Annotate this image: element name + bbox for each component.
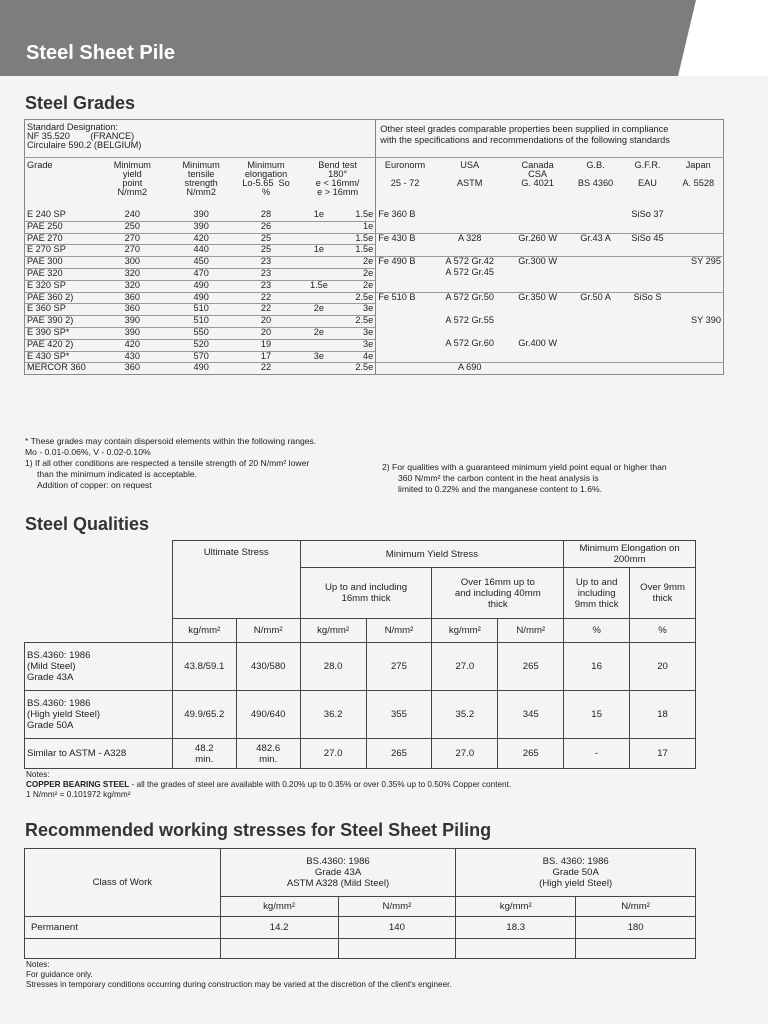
standard-cell: SiSo 37 xyxy=(631,208,664,219)
standard-cell xyxy=(506,268,570,280)
note-line: For guidance only. xyxy=(26,970,93,979)
unit-cell: N/mm² xyxy=(498,619,564,643)
elongation-header: Minimum elongation Lo-5.65 So % xyxy=(232,158,300,210)
other-line: with the specifications and recommendations of the following standards xyxy=(380,135,670,145)
over9-header: Over 9mm thick xyxy=(630,568,696,619)
elong-cell: 22 xyxy=(232,292,300,304)
elong-cell: 22 xyxy=(232,304,300,316)
standard-cell: Fe 510 B xyxy=(376,292,434,304)
empty-cell xyxy=(576,939,696,959)
grade-cell: E 320 SP xyxy=(25,280,95,292)
working-notes xyxy=(26,960,726,990)
standard-cell: SiSo 45 xyxy=(622,233,674,245)
standard-cell xyxy=(506,304,570,316)
unit-cell: N/mm² xyxy=(236,619,300,643)
bend2-cell: 3e xyxy=(338,327,376,339)
standard-cell: SiSo S xyxy=(622,292,674,304)
permanent-label: Permanent xyxy=(25,917,221,939)
elong-cell: 25 xyxy=(232,233,300,245)
standard-cell xyxy=(673,221,723,233)
standard-cell xyxy=(622,327,674,339)
standard-cell: Fe 360 B xyxy=(378,208,416,219)
standard-cell xyxy=(673,363,723,375)
yield-cell: 430 xyxy=(94,351,170,363)
standard-cell xyxy=(570,210,622,222)
standard-cell xyxy=(570,268,622,280)
yield-cell: 240 xyxy=(124,208,140,219)
tensile-cell: 490 xyxy=(170,363,232,375)
grade-row xyxy=(25,292,724,304)
grade-cell: PAE 390 2) xyxy=(25,316,95,328)
bend1-cell: 1.5e xyxy=(300,280,338,292)
bend1-cell xyxy=(300,257,338,269)
standard-cell xyxy=(376,221,434,233)
standard-cell: Gr.300 W xyxy=(506,257,570,269)
quality-value: 20 xyxy=(630,643,696,691)
standard-cell xyxy=(622,268,674,280)
standard-cell: A 572 Gr.55 xyxy=(445,314,494,325)
standard-cell xyxy=(376,339,434,351)
qualities-notes xyxy=(26,770,726,800)
note-line: than the minimum indicated is acceptable. xyxy=(37,469,198,479)
tensile-cell: 570 xyxy=(170,351,232,363)
standard-cell xyxy=(570,304,622,316)
standard-cell xyxy=(622,280,674,292)
standard-cell xyxy=(434,221,506,233)
standard-cell xyxy=(570,245,622,257)
steel-grades-table xyxy=(24,119,724,375)
grades-notes-left xyxy=(25,436,385,491)
quality-value: - xyxy=(564,739,630,769)
yield-cell: 320 xyxy=(94,280,170,292)
std-line: Circulaire 590.2 (BELGIUM) xyxy=(27,140,142,150)
standard-cell xyxy=(570,257,622,269)
elong-cell: 20 xyxy=(232,327,300,339)
standard-cell: SY 390 xyxy=(691,314,721,325)
grade-cell: PAE 360 2) xyxy=(25,292,95,304)
note-line: Notes: xyxy=(26,960,50,969)
quality-value: 35.2 xyxy=(432,691,498,739)
std-line: Standard Designation: xyxy=(27,122,118,132)
grade-row xyxy=(25,210,724,222)
bend-header: Bend test 180° e < 16mm/ e > 16mm xyxy=(300,158,376,210)
standard-cell xyxy=(570,327,622,339)
standard-cell xyxy=(570,339,622,351)
note-line: * These grades may contain dispersoid elements within the following ranges. xyxy=(25,436,317,446)
quality-value: 345 xyxy=(498,691,564,739)
ultimate-header: Ultimate Stress xyxy=(172,541,300,619)
standard-cell xyxy=(376,304,434,316)
steel-grades-heading: Steel Grades xyxy=(25,93,136,113)
working-stresses-table xyxy=(24,848,696,959)
standard-cell xyxy=(673,280,723,292)
unit-cell: N/mm² xyxy=(338,897,456,917)
grade-row xyxy=(25,363,724,375)
standard-cell xyxy=(506,280,570,292)
standard-cell xyxy=(673,304,723,316)
canada-header: Canada CSA G. 4021 xyxy=(506,158,570,210)
bend1-cell xyxy=(300,268,338,280)
standard-cell xyxy=(376,245,434,257)
quality-name: BS.4360: 1986 (Mild Steel) Grade 43A xyxy=(25,643,173,691)
yield-cell: 250 xyxy=(94,221,170,233)
usa-header: USA ASTM xyxy=(434,158,506,210)
note-line: Stresses in temporary conditions occurring during construction may be varied at the discretion of the client's engineer. xyxy=(26,980,452,989)
unit-cell: kg/mm² xyxy=(220,897,338,917)
over16-header: Over 16mm up to and including 40mm thick xyxy=(432,568,564,619)
note-conversion: 1 N/mm² = 0.101972 kg/mm² xyxy=(26,790,131,799)
quality-name: Similar to ASTM - A328 xyxy=(25,739,173,769)
quality-value: 43.8/59.1 xyxy=(172,643,236,691)
value-cell: 14.2 xyxy=(220,917,338,939)
standard-cell: A 328 xyxy=(434,233,506,245)
standard-cell xyxy=(376,327,434,339)
grade-header: Grade xyxy=(25,158,95,210)
value-cell: 180 xyxy=(576,917,696,939)
yield-cell: 390 xyxy=(94,327,170,339)
standard-cell xyxy=(673,339,723,351)
elongation-header: Minimum Elongation on 200mm xyxy=(564,541,696,568)
tensile-cell: 390 xyxy=(170,221,232,233)
standard-cell: Gr.43 A xyxy=(570,233,622,245)
gfr-header: G.F.R. EAU xyxy=(622,158,674,210)
standard-cell xyxy=(622,363,674,375)
elong-cell: 25 xyxy=(232,245,300,257)
tensile-cell: 510 xyxy=(170,316,232,328)
empty-cell xyxy=(456,939,576,959)
standard-cell xyxy=(506,221,570,233)
quality-row xyxy=(25,691,696,739)
standard-cell xyxy=(673,210,723,222)
steel-qualities-heading: Steel Qualities xyxy=(25,514,150,534)
standard-cell xyxy=(570,351,622,363)
yield-header: Minimum yield point N/mm2 xyxy=(94,158,170,210)
bend2-cell: 2e xyxy=(338,268,376,280)
grade-cell: PAE 420 2) xyxy=(25,339,95,351)
grade-cell: E 430 SP* xyxy=(25,351,95,363)
standard-cell xyxy=(673,351,723,363)
standard-cell: Gr.350 W xyxy=(506,292,570,304)
note-line: 360 N/mm² the carbon content in the heat analysis is xyxy=(398,473,599,483)
grade-row xyxy=(25,245,724,257)
empty-cell xyxy=(25,939,221,959)
bend1-cell: 3e xyxy=(300,351,338,363)
standard-cell xyxy=(622,316,674,328)
unit-cell: N/mm² xyxy=(366,619,432,643)
standard-cell xyxy=(434,245,506,257)
grade43-header: BS.4360: 1986 Grade 43A ASTM A328 (Mild Steel) xyxy=(220,849,456,897)
quality-value: 355 xyxy=(366,691,432,739)
grade-cell: PAE 270 xyxy=(25,233,95,245)
standard-cell xyxy=(673,245,723,257)
standard-cell: A 690 xyxy=(434,363,506,375)
note-bold: COPPER BEARING STEEL xyxy=(26,780,130,789)
quality-value: 27.0 xyxy=(432,643,498,691)
elong-cell: 23 xyxy=(232,257,300,269)
standard-cell xyxy=(570,221,622,233)
standard-cell xyxy=(673,327,723,339)
bend1-cell: 1e xyxy=(300,245,338,257)
standard-cell: A 572 Gr.42 xyxy=(434,257,506,269)
standard-cell xyxy=(506,351,570,363)
bend1-cell xyxy=(300,363,338,375)
grade-row xyxy=(25,351,724,363)
yield-cell: 420 xyxy=(94,339,170,351)
quality-name: BS.4360: 1986 (High yield Steel) Grade 50A xyxy=(25,691,173,739)
elong-cell: 20 xyxy=(232,316,300,328)
grade-cell: E 240 SP xyxy=(27,208,66,219)
standard-cell: A 572 Gr.60 xyxy=(445,338,494,349)
value-cell: 18.3 xyxy=(456,917,576,939)
grade50-header: BS. 4360: 1986 Grade 50A (High yield Steel) xyxy=(456,849,696,897)
tensile-header: Minimum tensile strength N/mm2 xyxy=(170,158,232,210)
bend1-cell xyxy=(300,221,338,233)
grade-row xyxy=(25,327,724,339)
bend2-cell: 3e xyxy=(338,339,376,351)
bend2-cell: 2e xyxy=(338,280,376,292)
grade-cell: E 390 SP* xyxy=(25,327,95,339)
bend2-cell: 2e xyxy=(338,257,376,269)
bend2-cell: 3e xyxy=(338,304,376,316)
empty-cell xyxy=(338,939,456,959)
bend1-cell: 1e xyxy=(313,208,325,219)
tensile-cell: 510 xyxy=(170,304,232,316)
standard-cell xyxy=(570,363,622,375)
unit-cell: N/mm² xyxy=(576,897,696,917)
yield-cell: 320 xyxy=(94,268,170,280)
bend2-cell: 4e xyxy=(338,351,376,363)
bend1-cell xyxy=(300,339,338,351)
standard-cell xyxy=(434,280,506,292)
unit-cell: kg/mm² xyxy=(456,897,576,917)
grade-rows xyxy=(25,210,724,375)
tensile-cell: 450 xyxy=(170,257,232,269)
note-line: Mo - 0.01-0.06%, V - 0.02-0.10% xyxy=(25,447,151,457)
standard-cell: Gr.400 W xyxy=(518,338,558,349)
grades-notes-right xyxy=(382,462,742,495)
standard-cell xyxy=(376,280,434,292)
grade-cell: E 360 SP xyxy=(25,304,95,316)
steel-qualities-table xyxy=(24,540,696,769)
grade-row xyxy=(25,221,724,233)
standard-cell xyxy=(622,257,674,269)
standard-cell xyxy=(434,351,506,363)
note-line: Addition of copper: on request xyxy=(37,480,152,490)
quality-value: 265 xyxy=(366,739,432,769)
bend1-cell xyxy=(300,316,338,328)
elong-cell: 22 xyxy=(232,363,300,375)
quality-value: 27.0 xyxy=(432,739,498,769)
working-stresses-heading: Recommended working stresses for Steel Sheet Piling xyxy=(25,820,492,840)
page-title: Steel Sheet Pile xyxy=(26,42,175,64)
quality-value: 28.0 xyxy=(300,643,366,691)
standard-cell: A 572 Gr.50 xyxy=(434,292,506,304)
yield-stress-header: Minimum Yield Stress xyxy=(300,541,564,568)
elong-cell: 19 xyxy=(232,339,300,351)
unit-cell: kg/mm² xyxy=(300,619,366,643)
elong-cell: 23 xyxy=(232,280,300,292)
standard-cell xyxy=(506,245,570,257)
grade-row xyxy=(25,233,724,245)
tensile-cell: 550 xyxy=(170,327,232,339)
quality-value: 265 xyxy=(498,643,564,691)
elong-cell: 28 xyxy=(260,208,272,219)
value-cell: 140 xyxy=(338,917,456,939)
grade-cell: MERCOR 360 xyxy=(25,363,95,375)
euronorm-header: Euronorm 25 - 72 xyxy=(376,158,434,210)
std-line: NF 35.520 (FRANCE) xyxy=(27,131,135,141)
notes-title: Notes: xyxy=(26,770,50,779)
standard-cell: Gr.50 A xyxy=(570,292,622,304)
unit-cell: kg/mm² xyxy=(432,619,498,643)
yield-cell: 390 xyxy=(94,316,170,328)
bend2-cell: 2.5e xyxy=(338,292,376,304)
quality-value: 275 xyxy=(366,643,432,691)
quality-value: 430/580 xyxy=(236,643,300,691)
standard-cell: A 572 Gr.45 xyxy=(445,267,494,278)
japan-header: Japan A. 5528 xyxy=(673,158,723,210)
unit-cell: % xyxy=(564,619,630,643)
yield-cell: 360 xyxy=(94,304,170,316)
quality-value: 17 xyxy=(630,739,696,769)
tensile-cell: 490 xyxy=(170,292,232,304)
standard-cell xyxy=(506,316,570,328)
standard-cell xyxy=(622,221,674,233)
standard-cell xyxy=(570,280,622,292)
qual-rows xyxy=(25,643,696,769)
grade-cell: PAE 320 xyxy=(25,268,95,280)
grade-row xyxy=(25,339,724,351)
standard-cell: Gr.260 W xyxy=(506,233,570,245)
grade-row xyxy=(25,316,724,328)
upto16-header: Up to and including 16mm thick xyxy=(300,568,432,619)
bend1-cell xyxy=(300,292,338,304)
standard-cell xyxy=(570,316,622,328)
quality-value: 48.2 min. xyxy=(172,739,236,769)
yield-cell: 360 xyxy=(94,292,170,304)
standard-designation xyxy=(25,120,376,158)
quality-value: 27.0 xyxy=(300,739,366,769)
elong-cell: 17 xyxy=(232,351,300,363)
yield-cell: 360 xyxy=(94,363,170,375)
bend2-cell: 2.5e xyxy=(338,316,376,328)
standard-cell xyxy=(673,233,723,245)
standard-cell xyxy=(376,316,434,328)
standard-cell xyxy=(376,363,434,375)
bend2-cell: 2.5e xyxy=(338,363,376,375)
standard-cell xyxy=(434,210,506,222)
unit-cell: kg/mm² xyxy=(172,619,236,643)
bend2-cell: 1.5e xyxy=(338,233,376,245)
tensile-cell: 490 xyxy=(170,280,232,292)
quality-value: 482.6 min. xyxy=(236,739,300,769)
note-line: 2) For qualities with a guaranteed minimum yield point equal or higher than xyxy=(382,462,667,472)
bend2-cell: 1e xyxy=(338,221,376,233)
quality-value: 265 xyxy=(498,739,564,769)
grade-row xyxy=(25,268,724,280)
standard-cell xyxy=(376,268,434,280)
upto9-header: Up to and including 9mm thick xyxy=(564,568,630,619)
grade-cell: E 270 SP xyxy=(25,245,95,257)
empty-cell xyxy=(220,939,338,959)
standard-cell: SY 295 xyxy=(673,257,723,269)
tensile-cell: 470 xyxy=(170,268,232,280)
elong-cell: 23 xyxy=(232,268,300,280)
bend1-cell: 2e xyxy=(300,327,338,339)
note-copper xyxy=(26,780,726,790)
bend1-cell: 2e xyxy=(300,304,338,316)
yield-cell: 270 xyxy=(94,233,170,245)
unit-cell: % xyxy=(630,619,696,643)
standard-cell xyxy=(506,210,570,222)
class-of-work-header: Class of Work xyxy=(25,849,221,917)
grade-row xyxy=(25,257,724,269)
standard-cell: Fe 490 B xyxy=(376,257,434,269)
bend1-cell xyxy=(300,233,338,245)
quality-row xyxy=(25,739,696,769)
quality-value: 18 xyxy=(630,691,696,739)
note-rest: - all the grades of steel are available with 0.20% up to 0.35% or over 0.35% up to 0.50% Copper content. xyxy=(129,780,512,789)
standard-cell: Fe 430 B xyxy=(376,233,434,245)
tensile-cell: 420 xyxy=(170,233,232,245)
qual-corner xyxy=(25,541,173,643)
quality-value: 15 xyxy=(564,691,630,739)
tensile-cell: 390 xyxy=(193,208,209,219)
tensile-cell: 440 xyxy=(170,245,232,257)
standard-cell xyxy=(622,245,674,257)
note-line: 1) If all other conditions are respected a tensile strength of 20 N/mm² lower xyxy=(25,458,310,468)
elong-cell: 26 xyxy=(232,221,300,233)
standard-cell xyxy=(622,304,674,316)
bend2-cell: 1.5e xyxy=(338,245,376,257)
bend2-cell: 1.5e xyxy=(338,210,376,222)
standard-cell xyxy=(506,363,570,375)
quality-row xyxy=(25,643,696,691)
standard-cell xyxy=(376,351,434,363)
tensile-cell: 520 xyxy=(170,339,232,351)
grade-row xyxy=(25,280,724,292)
yield-cell: 300 xyxy=(94,257,170,269)
quality-value: 36.2 xyxy=(300,691,366,739)
grade-row xyxy=(25,304,724,316)
quality-value: 49.9/65.2 xyxy=(172,691,236,739)
grade-cell: PAE 250 xyxy=(25,221,95,233)
grade-cell: PAE 300 xyxy=(25,257,95,269)
quality-value: 16 xyxy=(564,643,630,691)
note-line: limited to 0.22% and the manganese content to 1.6%. xyxy=(398,484,602,494)
quality-value: 490/640 xyxy=(236,691,300,739)
standard-cell xyxy=(622,351,674,363)
other-standards xyxy=(376,120,724,158)
gb-header: G.B. BS 4360 xyxy=(570,158,622,210)
standard-cell xyxy=(673,268,723,280)
standard-cell xyxy=(622,339,674,351)
standard-cell xyxy=(673,292,723,304)
yield-cell: 270 xyxy=(94,245,170,257)
standard-cell xyxy=(434,304,506,316)
other-line: Other steel grades comparable properties been supplied in compliance xyxy=(380,124,669,134)
